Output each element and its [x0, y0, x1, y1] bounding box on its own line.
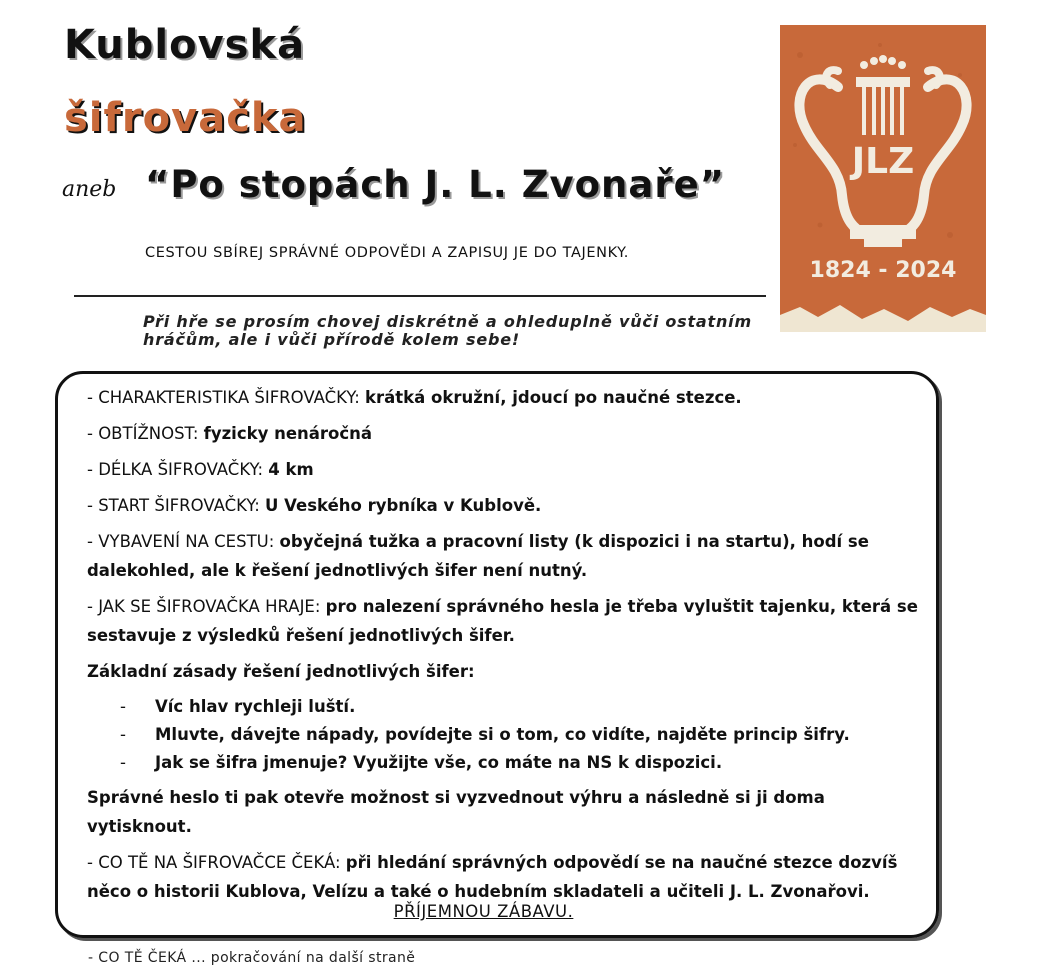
list-item	[87, 721, 927, 749]
start-row	[87, 491, 927, 520]
list-item	[87, 749, 927, 777]
list-item	[87, 693, 927, 721]
characteristics-label: - CHARAKTERISTIKA ŠIFROVAČKY:	[87, 388, 360, 407]
bullet-dash: -	[120, 725, 126, 744]
principles-heading: Základní zásady řešení jednotlivých šifer:	[87, 662, 475, 681]
title-line-2: šifrovačka	[64, 95, 307, 141]
equipment-label: - VYBAVENÍ NA CESTU:	[87, 532, 275, 551]
length-value: 4 km	[268, 460, 314, 479]
expect-row	[87, 848, 927, 906]
length-row	[87, 455, 927, 484]
howto-label: - JAK SE ŠIFROVAČKA HRAJE:	[87, 597, 321, 616]
difficulty-value: fyzicky nenáročná	[203, 424, 373, 443]
bullet-dash: -	[120, 753, 126, 772]
lyre-icon	[780, 25, 986, 332]
principles-list	[87, 693, 927, 777]
jlz-logo	[780, 25, 986, 332]
principle-text: Jak se šifra jmenuje? Využijte vše, co máte na NS k dispozici.	[155, 753, 723, 772]
title-line-1: Kublovská	[64, 22, 306, 68]
logo-initials: JLZ	[851, 141, 915, 182]
header-divider	[74, 295, 766, 297]
closing-line	[0, 902, 1037, 921]
prize-text: Správné heslo ti pak otevře možnost si vyzvednout výhru a následně si ji doma vytisknout.	[87, 788, 825, 836]
bullet-dash: -	[120, 697, 126, 716]
info-content	[87, 383, 927, 913]
difficulty-label: - OBTÍŽNOST:	[87, 424, 199, 443]
behavior-note: Při hře se prosím chovej diskrétně a ohleduplně vůči ostatním hráčům, ale i vůči přírodě kolem sebe!	[143, 312, 752, 349]
expect-value: při hledání správných odpovědí se na naučné stezce dozvíš něco o historii Kublova, Velízu a také o hudebním skladateli a učiteli J. L. Zvonařovi.	[87, 853, 898, 901]
expect-label: - CO TĚ NA ŠIFROVAČCE ČEKÁ:	[87, 853, 341, 872]
howto-row	[87, 592, 927, 650]
principle-text: Mluvte, dávejte nápady, povídejte si o tom, co vidíte, najděte princip šifry.	[155, 725, 850, 744]
start-value: U Veského rybníka v Kublově.	[265, 496, 542, 515]
difficulty-row	[87, 419, 927, 448]
characteristics-row	[87, 383, 927, 412]
start-label: - START ŠIFROVAČKY:	[87, 496, 260, 515]
instruction-text: CESTOU SBÍREJ SPRÁVNÉ ODPOVĚDI A ZAPISUJ JE DO TAJENKY.	[145, 245, 629, 261]
characteristics-value: krátká okružní, jdoucí po naučné stezce.	[365, 388, 742, 407]
title-line-3: “Po stopách J. L. Zvonaře”	[145, 163, 726, 206]
principle-text: Víc hlav rychleji luští.	[155, 697, 356, 716]
howto-value: pro nalezení správného hesla je třeba vyluštit tajenku, která se sestavuje z výsledků řešení jednotlivých šifer.	[87, 597, 918, 645]
equipment-value: obyčejná tužka a pracovní listy (k dispozici i na startu), hodí se dalekohled, ale k řešení jednotlivých šifer není nutný.	[87, 532, 869, 580]
closing-text: PŘÍJEMNOU ZÁBAVU.	[393, 902, 574, 921]
aneb-label: aneb	[62, 177, 117, 202]
logo-years: 1824 - 2024	[809, 258, 957, 283]
cut-off-text: - CO TĚ ČEKÁ ... pokračování na další straně	[88, 950, 416, 966]
length-label: - DÉLKA ŠIFROVAČKY:	[87, 460, 264, 479]
equipment-row	[87, 527, 927, 585]
